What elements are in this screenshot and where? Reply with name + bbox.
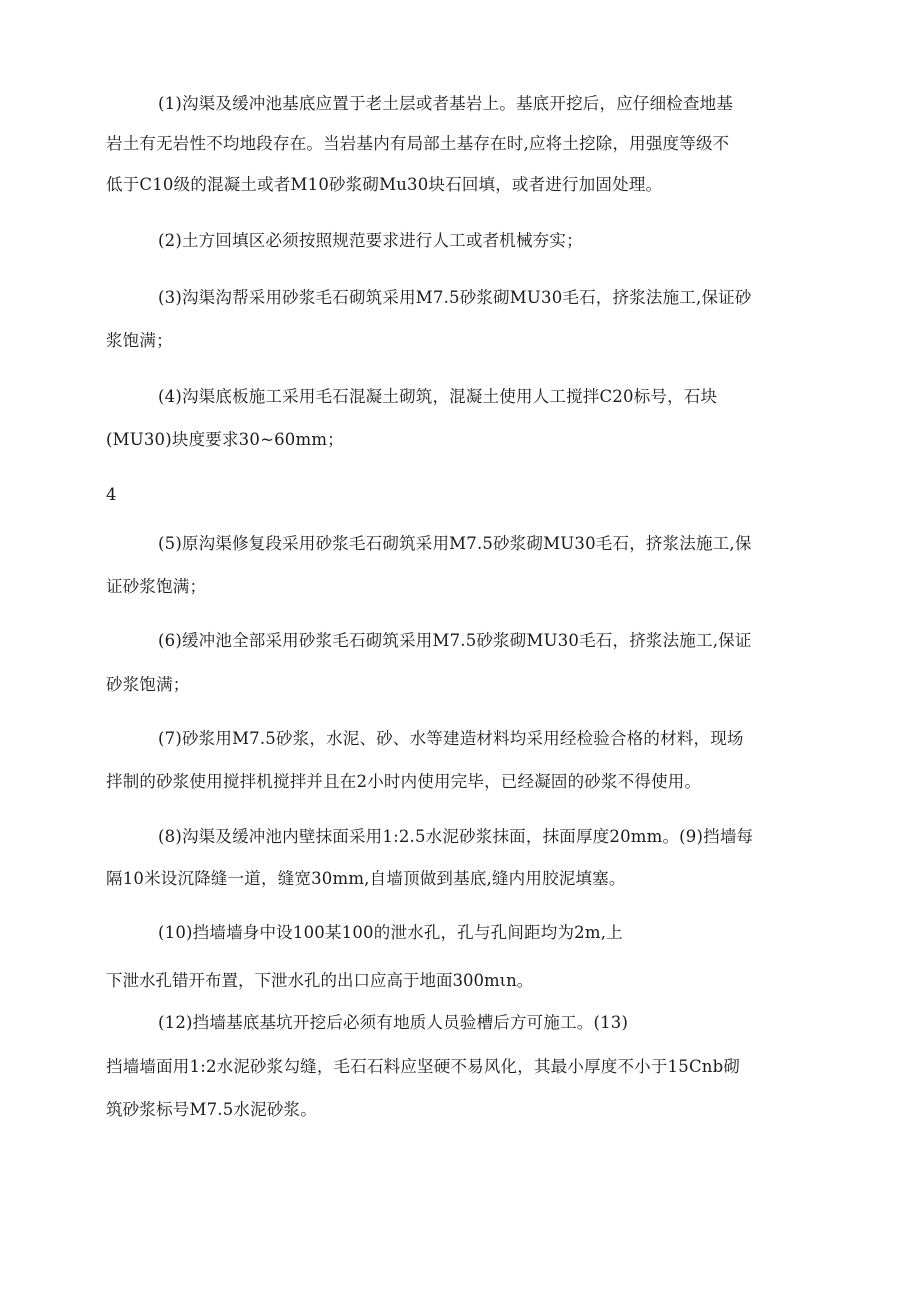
page-number: 4 [106,485,117,504]
text-line: 挡墙墙面用1:2水泥砂浆勾缝，毛石石料应坚硬不易风化，其最小厚度不小于15Cnb砌 [106,1057,741,1076]
text-line: 岩土有无岩性不均地段存在。当岩基内有局部土基存在时,应将土挖除，用强度等级不 [106,134,730,153]
text-line: (2)土方回填区必须按照规范要求进行人工或者机械夯实； [158,231,583,250]
text-line: 隔10米设沉降缝一道，缝宽30mm,自墙顶做到基底,缝内用胶泥填塞。 [106,869,626,888]
text-line: (3)沟渠沟帮采用砂浆毛石砌筑采用M7.5砂浆砌MU30毛石，挤浆法施工,保证砂 [158,288,752,307]
text-line: (4)沟渠底板施工采用毛石混凝土砌筑，混凝土使用人工搅拌C20标号，石块 [158,387,718,406]
text-line: (6)缓冲池全部采用砂浆毛石砌筑采用M7.5砂浆砌MU30毛石，挤浆法施工,保证 [158,631,752,650]
text-line: 证砂浆饱满； [106,577,207,596]
text-line: (MU30)块度要求30~60mm； [106,430,344,449]
text-line: (8)沟渠及缓冲池内壁抹面采用1:2.5水泥砂浆抹面，抹面厚度20mm。(9)挡墙每 [158,827,754,846]
text-line: 下泄水孔错开布置，下泄水孔的出口应高于地面300mιn。 [106,971,534,990]
text-line: (5)原沟渠修复段采用砂浆毛石砌筑采用M7.5砂浆砌MU30毛石，挤浆法施工,保 [158,534,752,553]
text-line: (7)砂浆用M7.5砂浆，水泥、砂、水等建造材料均采用经检验合格的材料，现场 [158,729,744,748]
text-line: 低于C10级的混凝土或者M10砂浆砌Mu30块石回填，或者进行加固处理。 [106,175,663,194]
text-line: 筑砂浆标号M7.5水泥砂浆。 [106,1100,317,1119]
text-line: (10)挡墙墙身中设100某100的泄水孔，孔与孔间距均为2m,上 [158,923,623,942]
text-line: (1)沟渠及缓冲池基底应置于老土层或者基岩上。基底开挖后，应仔细检查地基 [158,94,734,113]
text-line: (12)挡墙基底基坑开挖后必须有地质人员验槽后方可施工。(13) [158,1013,629,1032]
text-line: 浆饱满； [106,331,173,350]
text-line: 拌制的砂浆使用搅拌机搅拌并且在2小时内使用完毕，已经凝固的砂浆不得使用。 [106,772,702,791]
text-line: 砂浆饱满； [106,675,190,694]
